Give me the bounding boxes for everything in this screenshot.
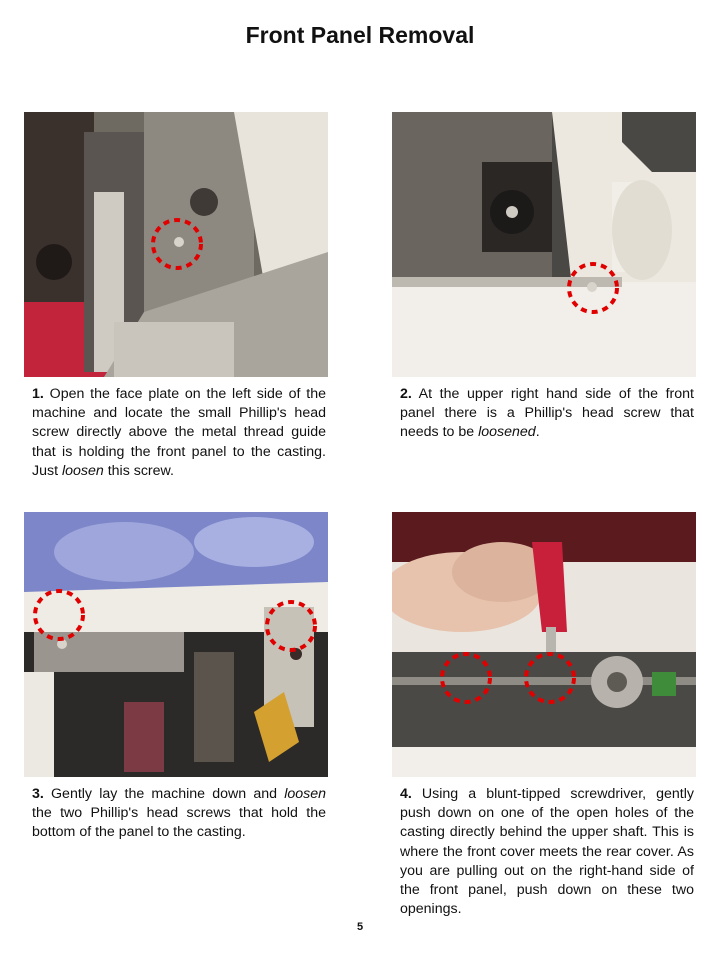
step-3-photo	[24, 512, 328, 777]
highlight-circle	[392, 112, 696, 377]
step-1-photo	[24, 112, 328, 377]
step-emphasis: loosen	[284, 786, 326, 802]
step-3-caption	[32, 785, 326, 843]
step-number: 2.	[400, 386, 412, 402]
step-2-photo	[392, 112, 696, 377]
step-text: Gently lay the machine down and	[43, 786, 285, 802]
highlight-circles	[24, 512, 328, 777]
step-4-photo	[392, 512, 696, 777]
step-number: 4.	[400, 786, 412, 802]
page-title: Front Panel Removal	[245, 22, 475, 48]
step-2-caption	[400, 385, 694, 443]
step-4-caption	[400, 785, 694, 919]
highlight-circle	[24, 112, 328, 377]
step-text: At the upper right hand side of the front panel there is a Phillip's head screw that needs to be	[400, 386, 694, 441]
step-text: .	[535, 424, 540, 441]
step-text: this screw.	[103, 462, 174, 479]
step-text: Using a blunt-tipped screwdriver, gently push down on one of the open holes of the casting directly behind the upper shaft. This is where the front cover meets the rear cover. As you are pulling out on the right-hand side of the front panel, push down on these two openings.	[400, 786, 694, 918]
step-emphasis: loosened	[478, 424, 536, 441]
highlight-circles	[392, 512, 696, 777]
step-emphasis: loosen	[61, 462, 104, 479]
step-text: Open the face plate on the left side of the machine and locate the small Phillip's head screw directly above the metal thread guide that is holding the front panel to the casting. Just	[32, 386, 326, 479]
step-number: 3.	[32, 786, 44, 802]
step-text: the two Phillip's head screws that hold the bottom of the panel to the casting.	[32, 805, 326, 841]
step-number: 1.	[32, 386, 44, 402]
page-number: 5	[356, 921, 364, 933]
step-1-caption	[32, 385, 326, 481]
